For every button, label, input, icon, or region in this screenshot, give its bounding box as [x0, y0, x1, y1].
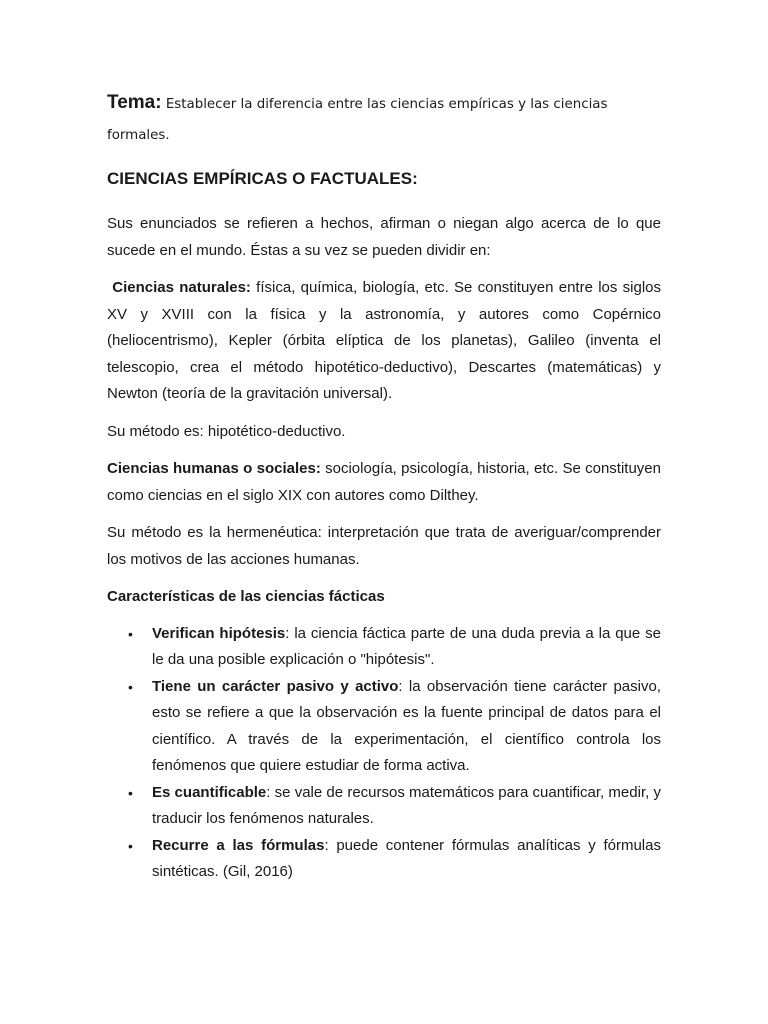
list-item: [107, 833, 661, 886]
tema-text: Establecer la diferencia entre las ciencias empíricas y las ciencias formales.: [107, 97, 608, 143]
feature-text: : la observación tiene carácter pasivo, esto se refiere a que la observación es la fuente principal de datos para el científico. A través de la experimentación, el científico controla los fenómenos que quiere estudiar de forma activa.: [152, 677, 661, 774]
caracteristicas-heading: Características de las ciencias fácticas: [107, 588, 385, 605]
features-list: [107, 621, 661, 886]
feature-text: : puede contener fórmulas analíticas y fórmulas sintéticas. (Gil, 2016): [152, 836, 661, 880]
humanas-paragraph: [107, 456, 661, 509]
bullet-icon: •: [128, 837, 133, 854]
metodo-humanas: Su método es la hermenéutica: interpretación que trata de averiguar/comprender los motivos de las acciones humanas.: [107, 524, 661, 568]
section-title: CIENCIAS EMPÍRICAS O FACTUALES:: [107, 169, 418, 188]
naturales-text: física, química, biología, etc. Se constituyen entre los siglos XV y XVIII con la física y la astronomía, y autores como Copérnico (heliocentrismo), Kepler (órbita elíptica de los planetas), Galileo (inventa el telescopio, crea el método hipotético-deductivo), Descartes (matemáticas) y Newton (teoría de la gravitación universal).: [107, 279, 661, 402]
feature-text: : la ciencia fáctica parte de una duda previa a la que se le da una posible explicación o "hipótesis".: [152, 624, 661, 668]
tema-label: Tema:: [107, 92, 162, 113]
list-item: [107, 780, 661, 833]
humanas-text: sociología, psicología, historia, etc. Se constituyen como ciencias en el siglo XIX con autores como Dilthey.: [107, 460, 661, 504]
bullet-icon: •: [128, 625, 133, 642]
intro-paragraph: Sus enunciados se refieren a hechos, afirman o niegan algo acerca de lo que sucede en el mundo. Éstas a su vez se pueden dividir en:: [107, 215, 661, 259]
metodo-naturales: Su método es: hipotético-deductivo.: [107, 422, 346, 440]
humanas-label: Ciencias humanas o sociales:: [107, 460, 321, 477]
naturales-label: Ciencias naturales:: [112, 279, 251, 296]
tema-line: [107, 88, 661, 151]
list-item: [107, 621, 661, 674]
bullet-icon: •: [128, 678, 133, 695]
naturales-paragraph: [107, 275, 661, 408]
bullet-icon: •: [128, 784, 133, 801]
feature-text: : se vale de recursos matemáticos para cuantificar, medir, y traducir los fenómenos naturales.: [152, 783, 661, 827]
feature-term: Recurre a las fórmulas: [152, 836, 325, 854]
list-item: [107, 674, 661, 780]
feature-term: Es cuantificable: [152, 783, 267, 801]
feature-term: Tiene un carácter pasivo y activo: [152, 677, 399, 695]
document-body: [107, 88, 661, 886]
feature-term: Verifican hipótesis: [152, 624, 286, 642]
